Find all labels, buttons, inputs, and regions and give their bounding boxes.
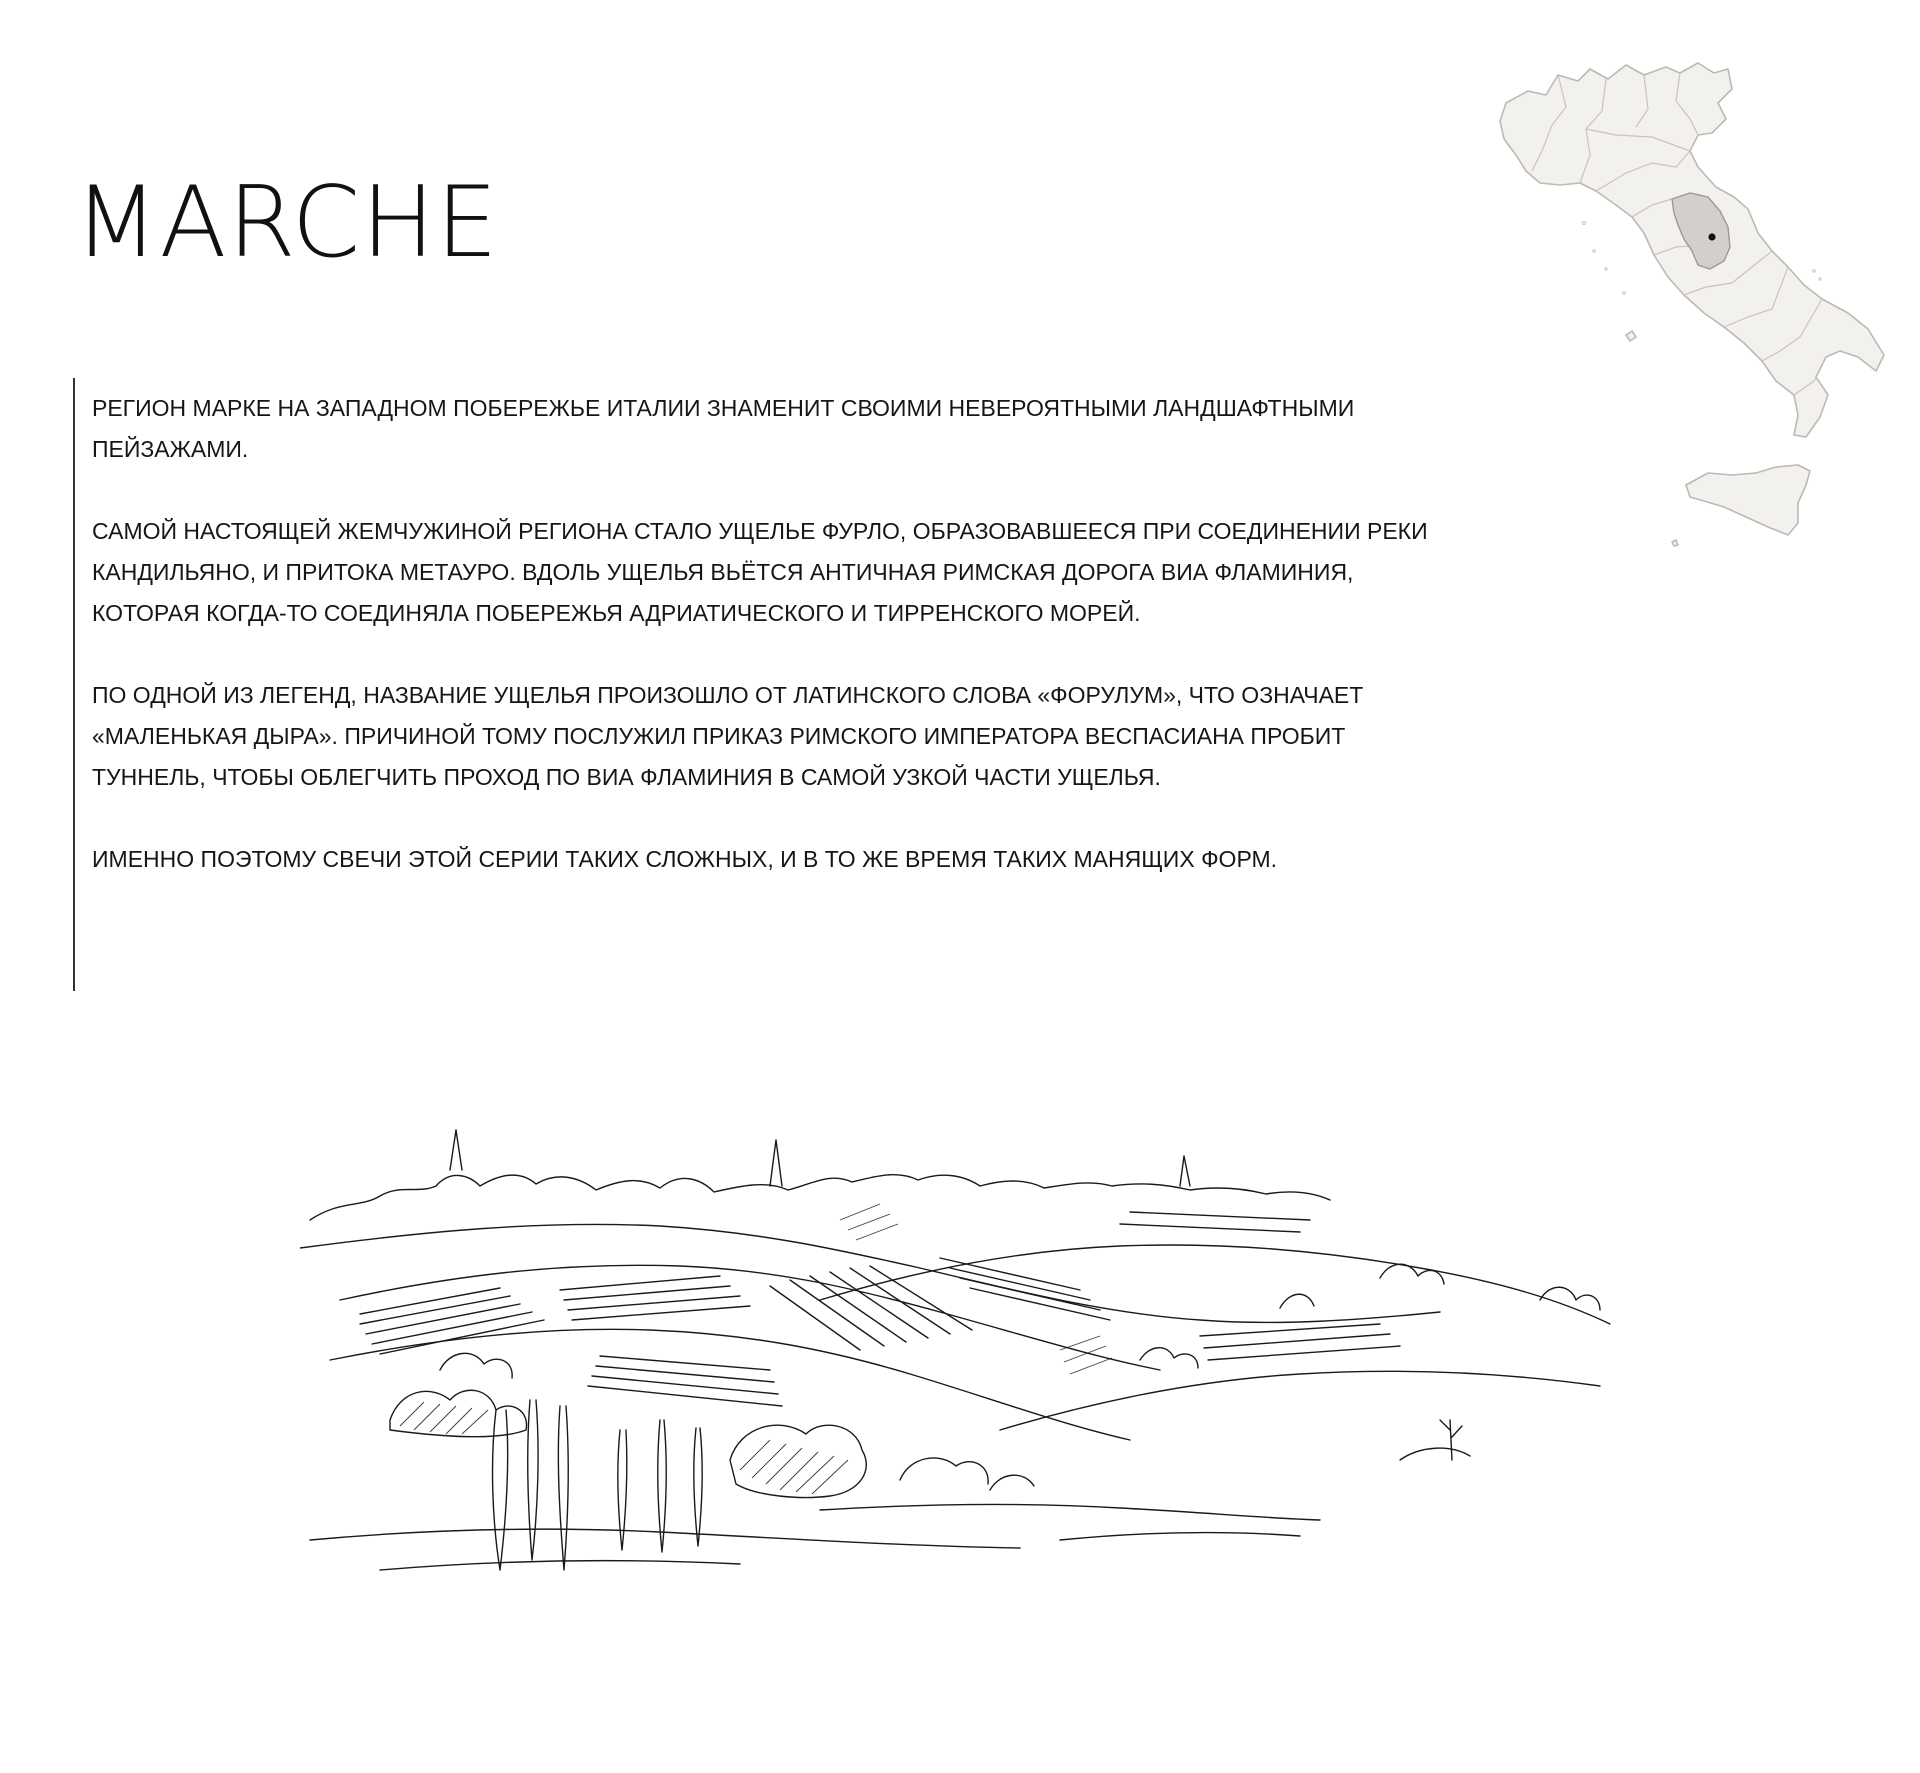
italy-map-icon [1476, 55, 1886, 560]
article-paragraph-furlo-gorge: САМОЙ НАСТОЯЩЕЙ ЖЕМЧУЖИНОЙ РЕГИОНА СТАЛО УЩЕЛЬЕ ФУРЛО, ОБРАЗОВАВШЕЕСЯ ПРИ СОЕДИНЕНИИ РЕКИ КАНДИЛЬЯНО, И ПРИТОКА МЕТАУРО. ВДОЛЬ УЩЕЛЬЯ ВЬЁТСЯ АНТИЧНАЯ РИМСКАЯ ДОРОГА ВИА ФЛАМИНИЯ, КОТОРАЯ КОГДА-ТО СОЕДИНЯЛА ПОБЕРЕЖЬЯ АДРИАТИЧЕСКОГО И ТИРРЕНСКОГО МОРЕЙ. [92, 518, 1428, 626]
page-title: MARCHE [74, 166, 499, 280]
article-text-block [73, 378, 1445, 991]
article-paragraph-legend: ПО ОДНОЙ ИЗ ЛЕГЕНД, НАЗВАНИЕ УЩЕЛЬЯ ПРОИЗОШЛО ОТ ЛАТИНСКОГО СЛОВА «ФОРУЛУМ», ЧТО ОЗНАЧАЕТ «МАЛЕНЬКАЯ ДЫРА». ПРИЧИНОЙ ТОМУ ПОСЛУЖИЛ ПРИКАЗ РИМСКОГО ИМПЕРАТОРА ВЕСПАСИАНА ПРОБИТ ТУННЕЛЬ, ЧТОБЫ ОБЛЕГЧИТЬ ПРОХОД ПО ВИА ФЛАМИНИЯ В САМОЙ УЗКОЙ ЧАСТИ УЩЕЛЬЯ. [92, 682, 1364, 790]
article-paragraph-intro: РЕГИОН МАРКЕ НА ЗАПАДНОМ ПОБЕРЕЖЬЕ ИТАЛИИ ЗНАМЕНИТ СВОИМИ НЕВЕРОЯТНЫМИ ЛАНДШАФТНЫМИ ПЕЙЗАЖАМИ. [92, 395, 1355, 462]
landscape-sketch-icon [300, 1100, 1620, 1620]
article-paragraph-conclusion: ИМЕННО ПОЭТОМУ СВЕЧИ ЭТОЙ СЕРИИ ТАКИХ СЛОЖНЫХ, И В ТО ЖЕ ВРЕМЯ ТАКИХ МАНЯЩИХ ФОРМ. [92, 846, 1278, 872]
marche-location-marker [1708, 233, 1715, 240]
